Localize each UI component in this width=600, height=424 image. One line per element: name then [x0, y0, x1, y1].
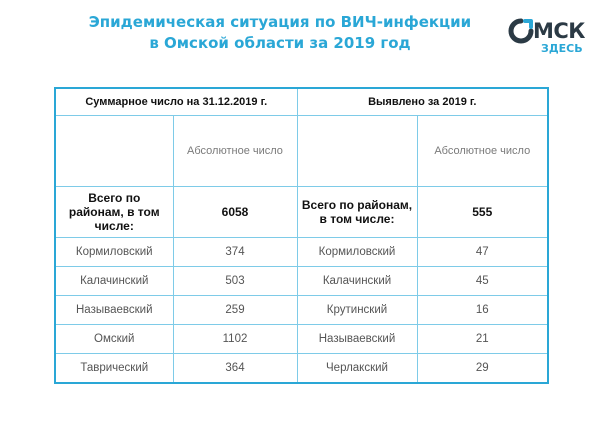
right-district: Называевский [297, 325, 417, 354]
right-value: 21 [417, 325, 548, 354]
left-subheader-cell: Абсолютное число [173, 116, 297, 187]
left-district: Кормиловский [55, 238, 173, 267]
omsk-logo [508, 14, 588, 58]
left-value: 1102 [173, 325, 297, 354]
table-subheader-row [55, 116, 548, 187]
table-row [55, 267, 548, 296]
omsk-ring-icon [508, 18, 534, 44]
right-district: Крутинский [297, 296, 417, 325]
left-district: Калачинский [55, 267, 173, 296]
table-row [55, 325, 548, 354]
right-value: 16 [417, 296, 548, 325]
logo-sub-text: ЗДЕСЬ [541, 42, 583, 55]
left-value: 503 [173, 267, 297, 296]
right-value: 29 [417, 354, 548, 384]
table-total-row [55, 187, 548, 238]
page-title [70, 12, 490, 54]
title-line-1: Эпидемическая ситуация по ВИЧ-инфекции [88, 13, 472, 31]
left-district: Таврический [55, 354, 173, 384]
table-row [55, 296, 548, 325]
left-district: Называевский [55, 296, 173, 325]
right-value: 47 [417, 238, 548, 267]
logo-brand-text: МСК [533, 19, 585, 43]
hiv-stats-table [54, 87, 549, 384]
table-row [55, 354, 548, 384]
right-district: Черлакский [297, 354, 417, 384]
title-line-2: в Омской области за 2019 год [149, 34, 411, 52]
left-value: 259 [173, 296, 297, 325]
right-subheader-cell: Абсолютное число [417, 116, 548, 187]
right-value: 45 [417, 267, 548, 296]
left-total-label: Всего по районам, в том числе: [55, 187, 173, 238]
left-district: Омский [55, 325, 173, 354]
left-total-value: 6058 [173, 187, 297, 238]
right-total-value: 555 [417, 187, 548, 238]
right-district: Калачинский [297, 267, 417, 296]
right-header-cell: Выявлено за 2019 г. [297, 88, 548, 116]
left-value: 364 [173, 354, 297, 384]
left-value: 374 [173, 238, 297, 267]
left-header-cell: Суммарное число на 31.12.2019 г. [55, 88, 297, 116]
empty-cell [55, 116, 173, 187]
table-row [55, 238, 548, 267]
empty-cell [297, 116, 417, 187]
right-total-label: Всего по районам, в том числе: [297, 187, 417, 238]
table-header-row [55, 88, 548, 116]
right-district: Кормиловский [297, 238, 417, 267]
